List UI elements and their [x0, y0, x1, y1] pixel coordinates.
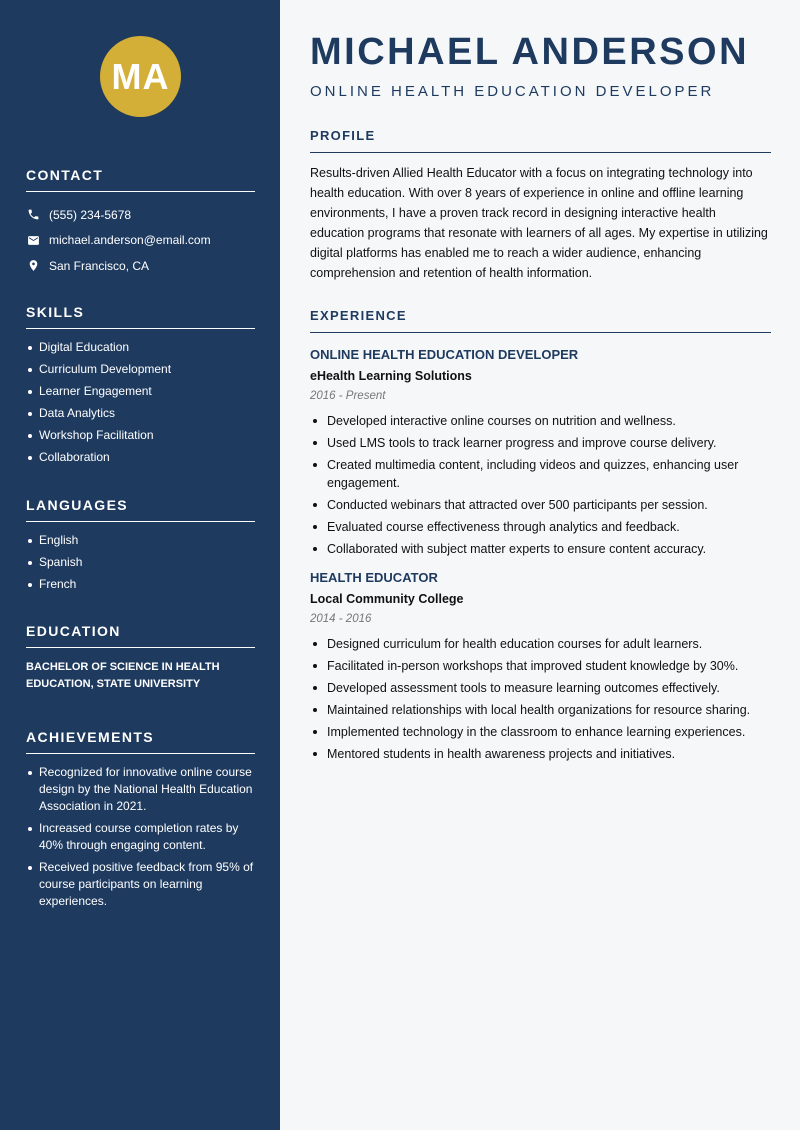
job-duties: [310, 412, 771, 558]
skill-item: Curriculum Development: [26, 361, 255, 378]
duty-item: Facilitated in-person workshops that improved student knowledge by 30%.: [310, 657, 771, 675]
job-title: ONLINE HEALTH EDUCATION DEVELOPER: [310, 347, 579, 362]
contact-email: [26, 228, 255, 254]
achievements-list: [26, 764, 255, 910]
candidate-name: MICHAEL ANDERSON: [310, 31, 750, 73]
education-section: [26, 623, 255, 693]
duty-item: Developed interactive online courses on nutrition and wellness.: [310, 412, 771, 430]
languages-section: [26, 497, 255, 598]
duty-item: Conducted webinars that attracted over 500 participants per session.: [310, 496, 771, 514]
profile-heading: PROFILE: [310, 128, 771, 153]
languages-heading: LANGUAGES: [26, 497, 255, 522]
contact-section: [26, 167, 255, 279]
avatar: MA: [100, 36, 181, 117]
profile-text: Results-driven Allied Health Educator with a focus on integrating technology into health education. With over 8 years of experience in online and offline learning environments, I have a proven track record in designing interactive health education programs that resonate with learners of all ages. My expertise in utilizing digital platforms has enabled me to reach a wider audience, enhancing comprehension and retention of health information.: [310, 166, 768, 280]
skill-item: Data Analytics: [26, 405, 255, 422]
education-degree: BACHELOR OF SCIENCE IN HEALTH EDUCATION, STATE UNIVERSITY: [26, 661, 220, 690]
job-company: Local Community College: [310, 592, 464, 606]
skill-item: Digital Education: [26, 339, 255, 356]
duty-item: Designed curriculum for health education courses for adult learners.: [310, 635, 771, 653]
achievement-item: Recognized for innovative online course design by the National Health Education Association in 2021.: [26, 764, 255, 815]
duty-item: Used LMS tools to track learner progress and improve course delivery.: [310, 434, 771, 452]
job-entry: [310, 570, 771, 763]
experience-heading: EXPERIENCE: [310, 308, 771, 333]
skills-section: [26, 304, 255, 471]
profile-section: [310, 128, 771, 283]
duty-item: Developed assessment tools to measure learning outcomes effectively.: [310, 679, 771, 697]
experience-section: [310, 308, 771, 767]
location-pin-icon: [26, 259, 40, 273]
skills-list: [26, 339, 255, 466]
job-company: eHealth Learning Solutions: [310, 369, 472, 383]
language-item: Spanish: [26, 554, 255, 571]
duty-item: Mentored students in health awareness projects and initiatives.: [310, 745, 771, 763]
contact-location: [26, 253, 255, 279]
skills-heading: SKILLS: [26, 304, 255, 329]
contact-location-text: San Francisco, CA: [49, 258, 150, 273]
job-duties: [310, 635, 771, 763]
skill-item: Workshop Facilitation: [26, 427, 255, 444]
duty-item: Evaluated course effectiveness through analytics and feedback.: [310, 518, 771, 536]
contact-list: [26, 202, 255, 279]
job-dates: 2014 - 2016: [310, 613, 372, 625]
job-dates: 2016 - Present: [310, 390, 386, 402]
contact-phone-text: (555) 234-5678: [49, 207, 132, 222]
candidate-title: ONLINE HEALTH EDUCATION DEVELOPER: [310, 83, 715, 100]
language-item: English: [26, 532, 255, 549]
skill-item: Collaboration: [26, 449, 255, 466]
language-item: French: [26, 576, 255, 593]
job-entry: [310, 347, 771, 558]
achievements-section: [26, 729, 255, 915]
email-icon: [26, 233, 40, 247]
contact-email-text: michael.anderson@email.com: [49, 233, 211, 248]
achievements-heading: ACHIEVEMENTS: [26, 729, 255, 754]
achievement-item: Received positive feedback from 95% of course participants on learning experiences.: [26, 859, 255, 910]
contact-phone: [26, 202, 255, 228]
sidebar: [0, 0, 280, 1130]
phone-icon: [26, 208, 40, 222]
contact-heading: CONTACT: [26, 167, 255, 192]
education-heading: EDUCATION: [26, 623, 255, 648]
job-title: HEALTH EDUCATOR: [310, 570, 438, 585]
duty-item: Maintained relationships with local health organizations for resource sharing.: [310, 701, 771, 719]
main-content: [280, 0, 800, 1130]
duty-item: Created multimedia content, including videos and quizzes, enhancing user engagement.: [310, 456, 771, 492]
duty-item: Collaborated with subject matter experts to ensure content accuracy.: [310, 540, 771, 558]
duty-item: Implemented technology in the classroom to enhance learning experiences.: [310, 723, 771, 741]
languages-list: [26, 532, 255, 593]
skill-item: Learner Engagement: [26, 383, 255, 400]
achievement-item: Increased course completion rates by 40% through engaging content.: [26, 820, 255, 854]
